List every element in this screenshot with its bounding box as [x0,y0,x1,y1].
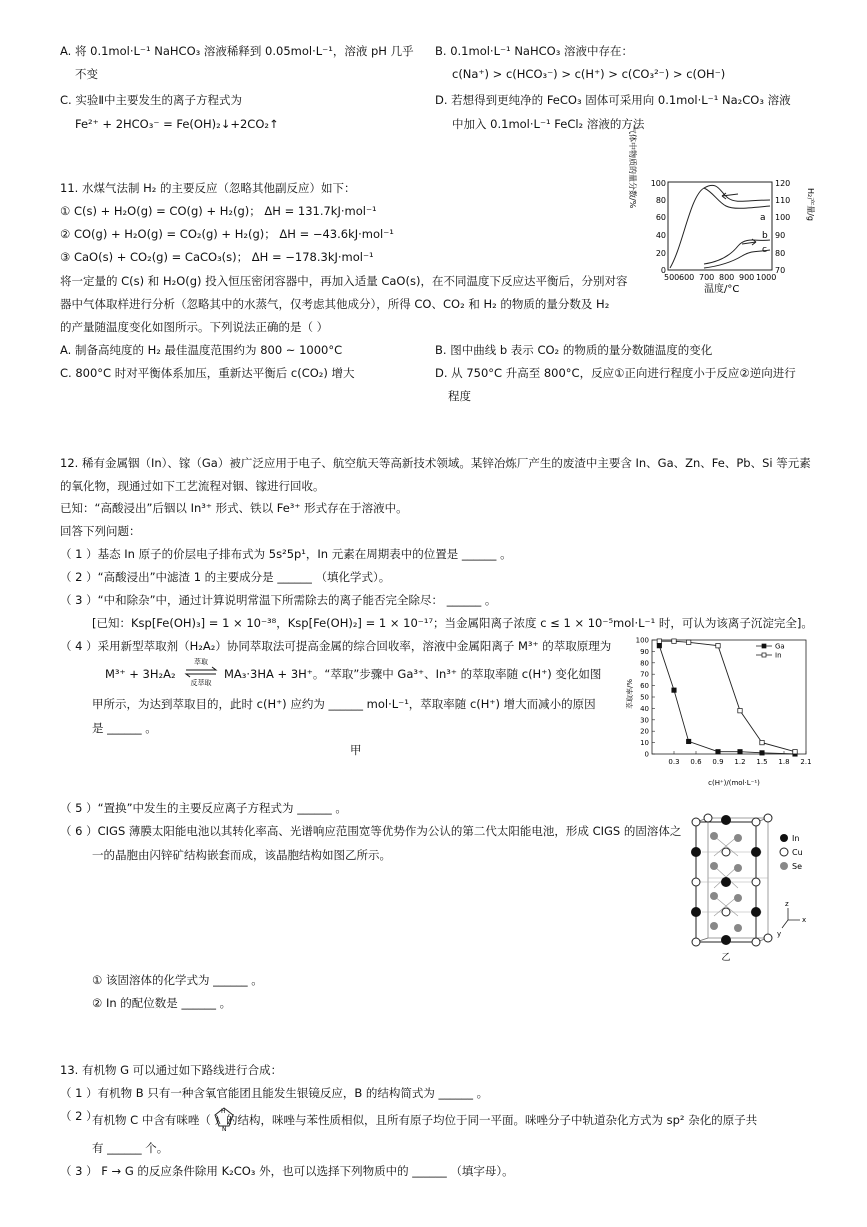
chart-line-ga [659,646,795,754]
q12-crystal-structure [684,816,814,966]
q11-right-tick: 110 [775,196,791,205]
q12-figure-jia-label: 甲 [350,743,362,757]
q12-answer-prompt: 回答下列问题： [60,524,141,538]
q11-curve-h2-fraction [670,185,770,268]
q11-right-tick: 120 [775,179,791,188]
q12-sub-6-part2: ② In 的配位数是 ______ 。 [92,996,232,1010]
q12-extraction-chart [624,632,814,790]
q11-paragraph-2: 器中气体取样进行分析（忽略其中的水蒸气，仅考虑其他成分），所得 CO、CO₂ 和 H₂ 的物质的量分数及 H₂ [60,297,610,311]
q11-option-b: B. 图中曲线 b 表示 CO₂ 的物质的量分数随温度的变化 [435,343,713,357]
q12-sub-4-line3: 甲所示，为达到萃取目的，此时 c(H⁺) 应约为 ______ mol·L⁻¹，萃取率随 c(H⁺) 增大而减小的原因 [92,697,596,711]
chart-point-in [760,740,764,744]
q11-reaction-3: ③ CaO(s) + CO₂(g) = CaCO₃(s)； ΔH = −178.3kJ·mol⁻¹ [60,250,374,264]
q12-equation-left: M³⁺ + 3H₂A₂ [105,667,176,681]
chart-y-tick-label: 100 [635,636,649,645]
chart-y-tick-label: 10 [640,739,649,748]
chart-point-in [657,639,661,643]
chart-y-tick-label: 20 [640,727,649,736]
chart-x-tick-label: 1.2 [734,758,746,766]
chart-x-tick-label: 2.1 [800,758,812,766]
chart-legend-marker [762,644,766,648]
chart-point-in [793,750,797,754]
q11-curve-label-b: b [762,231,768,241]
q11-left-tick: 40 [655,231,666,240]
q12-equilibrium-arrow [182,656,220,692]
chart-y-tick-label: 90 [640,647,649,656]
q11-reaction-1: ① C(s) + H₂O(g) = CO(g) + H₂(g)； ΔH = 131.7kJ·mol⁻¹ [60,204,377,218]
chart-legend-label: Ga [775,642,785,651]
q13-sub-2-prefix: （ 2 ） [60,1109,98,1123]
q12-sub-6-part1: ① 该固溶体的化学式为 ______ 。 [92,973,263,987]
q11-x-tick: 1000 [756,273,777,282]
svg-text:H: H [221,1108,226,1115]
q12-equation-right: MA₃·3HA + 3H⁺。“萃取”步骤中 Ga³⁺、In³⁺ 的萃取率随 c(H⁺) 变化如图 [224,667,602,681]
q11-left-tick: 60 [655,213,666,222]
q12-sub-4-line1: （ 4 ）采用新型萃取剂（H₂A₂）协同萃取法可提高金属的综合回收率，溶液中金属阳离子 M³⁺ 的萃取原理为 [60,639,612,653]
chart-y-tick-label: 70 [640,670,649,679]
axis-z-label: z [785,900,789,908]
svg-text:N: N [222,1126,227,1133]
q12-known: 已知：“高酸浸出”后铟以 In³⁺ 形式、铁以 Fe³⁺ 形式存在于溶液中。 [60,501,408,515]
q12-sub-5: （ 5 ）“置换”中发生的主要反应离子方程式为 ______ 。 [60,801,347,815]
q11-right-tick: 70 [775,266,786,275]
chart-point-in [738,708,742,712]
chart-point-in [686,640,690,644]
q11-option-c: C. 800°C 时对平衡体系加压，重新达平衡后 c(CO₂) 增大 [60,366,355,380]
chart-legend-label: In [775,651,782,660]
q11-right-tick: 80 [775,249,786,258]
q11-left-tick: 80 [655,196,666,205]
q10-option-d-line1: D. 若想得到更纯净的 FeCO₃ 固体可采用向 0.1mol·L⁻¹ Na₂CO₃ 溶液 [435,93,791,107]
chart-point-in [672,639,676,643]
q11-x-tick: 900 [739,273,755,282]
chart-point-ga [760,751,764,755]
q13-sub-2-line2: 有 ______ 个。 [92,1141,169,1155]
q12-sub-3-known: [已知：Ksp[Fe(OH)₃] = 1 × 10⁻³⁸，Ksp[Fe(OH)₂] = 1 × 10⁻¹⁷；当金属阳离子浓度 c ≤ 1 × 10⁻⁵mol·L⁻¹ 时，可认为该离子沉淀完全]。 [92,616,813,630]
chart-point-ga [716,750,720,754]
imidazole-ring-icon [212,1104,236,1132]
axis-x-label: x [802,916,807,924]
q12-stem-line1: 12. 稀有金属铟（In）、镓（Ga）被广泛应用于电子、航空航天等高新技术领域。某锌冶炼厂产生的废渣中主要含 In、Ga、Zn、Fe、Pb、Si 等元素 [60,456,811,470]
crystal-legend [780,834,803,871]
legend-in-marker [780,834,788,842]
chart-x-tick-label: 0.6 [690,758,702,766]
chart-y-tick-label: 80 [640,659,649,668]
q11-option-a: A. 制备高纯度的 H₂ 最佳温度范围约为 800 ~ 1000°C [60,343,343,357]
q11-left-tick: 100 [650,179,666,188]
chart-legend-marker [762,653,766,657]
q13-sub-3: （ 3 ） F → G 的反应条件除用 K₂CO₃ 外，也可以选择下列物质中的 ______ （填字母）。 [60,1164,514,1178]
q11-curve-label-a: a [760,213,766,223]
q11-right-axis-label: H₂产量/g [806,188,815,221]
q12-sub-6-line2: 一的晶胞由闪锌矿结构嵌套而成，该晶胞结构如图乙所示。 [92,848,391,862]
q10-option-d-line2: 中加入 0.1mol·L⁻¹ FeCl₂ 溶液的方法 [452,117,645,131]
q11-paragraph-3: 的产量随温度变化如图所示。下列说法正确的是（ ） [60,320,329,334]
chart-point-ga [686,739,690,743]
q12-sub-6-line1: （ 6 ）CIGS 薄膜太阳能电池以其转化率高、光谱响应范围宽等优势作为公认的第二代太阳能电池，形成 CIGS 的固溶体之 [60,824,682,838]
chart-x-tick-label: 0.3 [668,758,680,766]
q10-option-b-line2: c(Na⁺) > c(HCO₃⁻) > c(H⁺) > c(CO₃²⁻) > c(OH⁻) [452,67,726,81]
q12-sub-2: （ 2 ）“高酸浸出”中滤渣 1 的主要成分是 ______ （填化学式）。 [60,570,391,584]
legend-cu-marker [780,848,788,856]
q11-paragraph-1: 将一定量的 C(s) 和 H₂O(g) 投入恒压密闭容器中，再加入适量 CaO(s)，在不同温度下反应达平衡后，分别对容 [60,274,628,288]
legend-se-marker [780,862,788,870]
q10-option-a-line2: 不变 [75,67,98,81]
q11-temperature-figure [628,126,816,298]
q12-arrow-bottom-label: 反萃取 [190,679,212,687]
chart-point-ga [738,750,742,754]
chart-y-tick-label: 30 [640,716,649,725]
q11-left-tick: 20 [655,249,666,258]
q11-x-axis-label: 温度/°C [704,284,740,295]
axis-y-label: y [777,930,782,938]
q12-stem-line2: 的氧化物，现通过如下工艺流程对铟、镓进行回收。 [60,479,325,493]
q11-curve-c [704,250,770,268]
chart-y-tick-label: 60 [640,682,649,691]
q11-x-tick: 500 [664,273,680,282]
q11-x-tick: 700 [699,273,715,282]
legend-cu-label: Cu [792,848,803,857]
chart-x-tick-label: 1.8 [778,758,790,766]
q12-arrow-top-label: 萃取 [194,658,208,666]
q12-sub-1: （ 1 ）基态 In 原子的价层电子排布式为 5s²5p¹，In 元素在周期表中的位置是 ______ 。 [60,547,512,561]
chart-x-tick-label: 0.9 [712,758,724,766]
chart-point-ga [657,644,661,648]
q10-option-a-line1: A. 将 0.1mol·L⁻¹ NaHCO₃ 溶液稀释到 0.05mol·L⁻¹，溶液 pH 几乎 [60,44,414,58]
q11-curve-b [704,240,770,264]
q10-option-b-line1: B. 0.1mol·L⁻¹ NaHCO₃ 溶液中存在： [435,44,633,58]
q12-figure-yi-label: 乙 [721,953,731,963]
q11-reaction-2: ② CO(g) + H₂O(g) = CO₂(g) + H₂(g)； ΔH = −43.6kJ·mol⁻¹ [60,227,394,241]
q11-option-d-line1: D. 从 750°C 升高至 800°C，反应①正向进行程度小于反应②逆向进行 [435,366,796,380]
q12-forward-arrow [186,667,216,670]
chart-frame [652,640,806,754]
q11-figure-frame [668,182,772,270]
chart-point-in [716,644,720,648]
q12-sub-3: （ 3 ）“中和除杂”中，通过计算说明常温下所需除去的离子能否完全除尽： ______ 。 [60,593,497,607]
crystal-atoms [691,814,772,946]
q13-sub-2-line1: 有机物 C 中含有咪唑（ ）的结构，咪唑与苯性质相似，且所有原子均位于同一平面。咪唑分子中轨道杂化方式为 sp² 杂化的原子共 [92,1113,758,1127]
q11-stem: 11. 水煤气法制 H₂ 的主要反应（忽略其他副反应）如下： [60,181,356,195]
q12-reverse-arrow [186,674,216,677]
q10-option-c-line1: C. 实验Ⅱ中主要发生的离子方程式为 [60,93,242,107]
q11-option-d-line2: 程度 [448,389,471,403]
q12-sub-4-line4: 是 ______ 。 [92,721,157,735]
chart-x-tick-label: 1.5 [756,758,768,766]
q10-option-c-line2: Fe²⁺ + 2HCO₃⁻ = Fe(OH)₂↓+2CO₂↑ [75,117,279,131]
q11-x-tick: 600 [679,273,695,282]
q11-right-tick: 90 [775,231,786,240]
legend-se-label: Se [792,862,802,871]
q11-right-tick: 100 [775,213,791,222]
chart-y-axis-label: 萃取率/% [626,678,634,710]
q11-left-tick: 0 [660,266,666,275]
q11-curve-a [704,188,770,208]
legend-in-label: In [792,834,800,843]
chart-x-axis-label: c(H⁺)/(mol·L⁻¹) [708,779,760,787]
chart-y-tick-label: 50 [640,693,649,702]
crystal-axes [777,900,806,938]
q13-sub-1: （ 1 ）有机物 B 只有一种含氧官能团且能发生银镜反应，B 的结构简式为 ______ 。 [60,1086,489,1100]
chart-point-ga [672,688,676,692]
q11-left-axis-label: 气体中物质的量分数/% [628,126,637,209]
chart-y-tick-label: 40 [640,704,649,713]
q11-x-tick: 800 [719,273,735,282]
chart-y-tick-label: 0 [644,750,649,759]
q11-curve-label-c: c [762,245,767,255]
q13-stem: 13. 有机物 G 可以通过如下路线进行合成： [60,1063,283,1077]
